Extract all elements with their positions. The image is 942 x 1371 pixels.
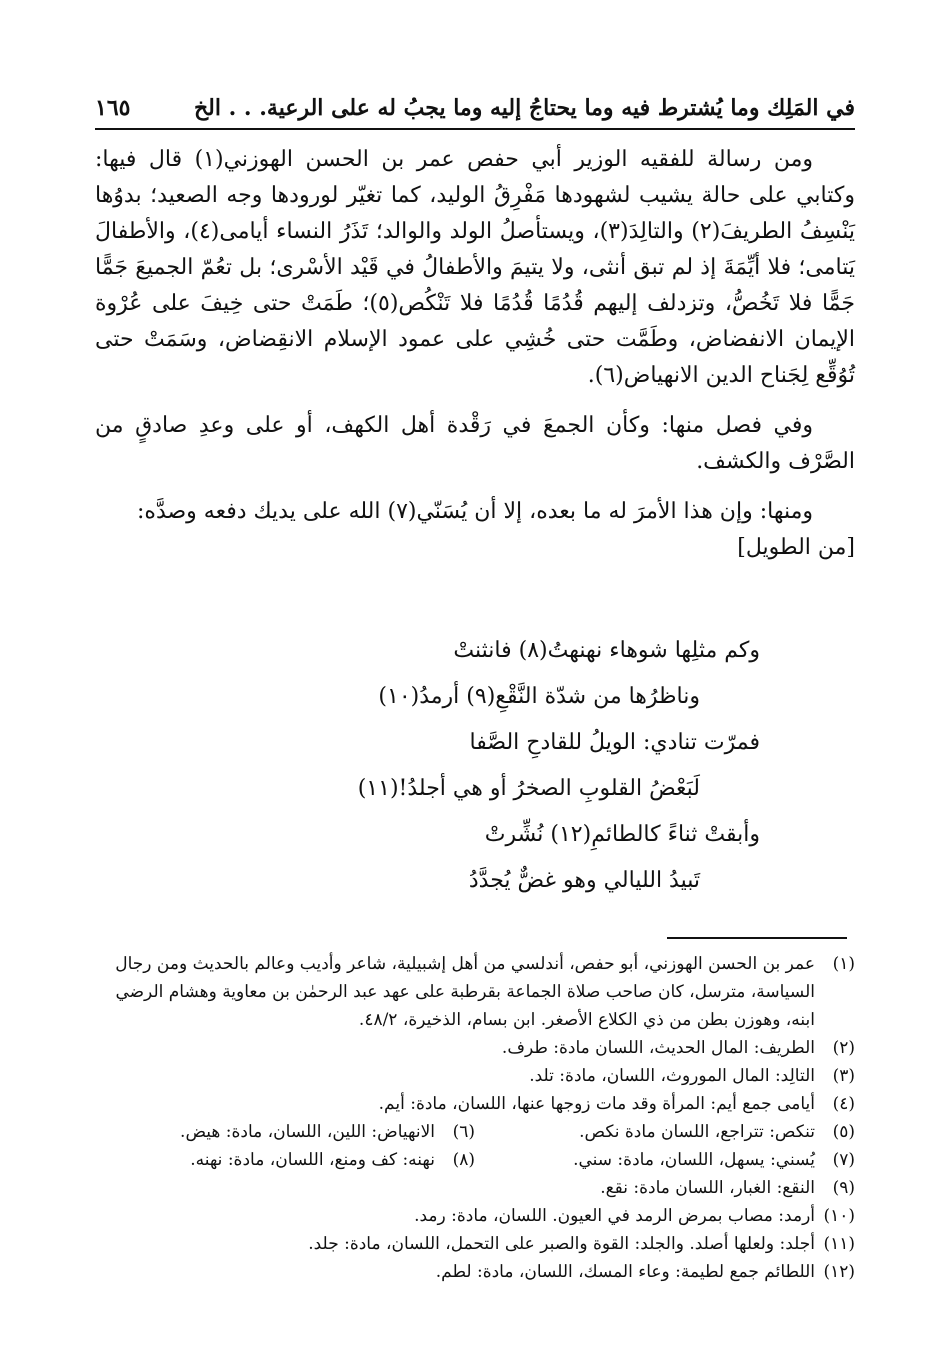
footnote-number: (٢)	[832, 1038, 855, 1058]
footnote-text: الطريف: المال الحديث، اللسان مادة: طرف.	[501, 1038, 815, 1058]
footnote	[95, 1090, 855, 1118]
verse-line: وأبقتْ ثناءً كالطائمِ(١٢) نُشِّرتْ	[484, 822, 760, 847]
footnote-separator	[667, 937, 847, 939]
footnote-text: النقع: الغبار، اللسان مادة: نقع.	[600, 1178, 815, 1198]
footnote	[95, 1202, 855, 1230]
footnote-text: اللطائم جمع لطيمة: وعاء المسك، اللسان، مادة: لطم.	[435, 1262, 815, 1282]
footnote-text: نهنه: كف ومنع، اللسان، مادة: نهنه.	[190, 1150, 435, 1170]
page-number: ١٦٥	[95, 95, 131, 121]
footnote	[95, 950, 855, 1034]
poem-meter: [من الطويل]	[737, 535, 855, 560]
footnote-number: (١)	[832, 954, 855, 974]
footnote-number: (٦)	[452, 1122, 475, 1142]
paragraph-2: وفي فصل منها: وكأن الجمعَ في رَقْدة أهل الكهف، أو على وعدِ صادقٍ من الصَّرْف والكشف.	[95, 413, 855, 474]
footnote-number: (٧)	[832, 1150, 855, 1170]
main-text	[95, 142, 855, 580]
footnote	[95, 1034, 855, 1062]
footnote-number: (١٠)	[823, 1206, 855, 1226]
paragraph-3-text: ومنها: وإن هذا الأمرَ له ما بعده، إلا أن يُسَنّي(٧) الله على يديك دفعه وصدَّه:	[137, 499, 813, 524]
running-header	[95, 88, 855, 130]
footnote-text: يُسني: يسهل، اللسان، مادة: سني.	[573, 1150, 815, 1170]
footnote-number: (٣)	[832, 1066, 855, 1086]
footnote	[95, 1146, 475, 1174]
footnotes	[95, 950, 855, 1286]
footnote	[95, 1258, 855, 1286]
footnote	[475, 1118, 855, 1146]
footnote-number: (٨)	[452, 1150, 475, 1170]
footnote-text: أيامى جمع أيم: المرأة وقد مات زوجها عنها، اللسان، مادة: أيم.	[378, 1094, 815, 1114]
footnote-text: عمر بن الحسن الهوزني، أبو حفص، أندلسي من أهل إشبيلية، شاعر وأديب وعالم بالحديث ومن رجال السياسة، مترسل، كان صاحب صلاة الجماعة بقرطبة على عهد عبد الرحمٰن بن معاوية وهشام الرضي ابنه، وهوزن بطن من ذي الكلاع الأصغر. ابن بسام، الذخيرة، ٤٨/٢.	[115, 954, 815, 1030]
verse-line: وناظرُها من شدّة النَّقْعِ(٩) أرمدُ(١٠)	[378, 684, 700, 709]
footnote-text: أرمد: مصاب بمرض الرمد في العيون. اللسان، مادة: رمد.	[414, 1206, 815, 1226]
verse-line: تَبيدُ الليالي وهو غضٌّ يُجدَّدُ	[468, 868, 700, 893]
footnote-text: تنكص: تتراجع، اللسان مادة نكص.	[579, 1122, 815, 1142]
footnote-number: (١١)	[823, 1234, 855, 1254]
footnote-number: (٤)	[832, 1094, 855, 1114]
footnote	[475, 1146, 855, 1174]
footnote-text: أجلد: ولعلها أصلد. والجلد: القوة والصبر على التحمل، اللسان، مادة: جلد.	[308, 1234, 815, 1254]
footnote-text: التالِد: المال الموروث، اللسان، مادة: تلد.	[529, 1066, 815, 1086]
footnote-text: الانهياض: اللين، اللسان، مادة: هيض.	[180, 1122, 435, 1142]
chapter-title: في المَلِك وما يُشترط فيه وما يحتاجُ إليه وما يجبُ له على الرعية. . . الخ	[193, 95, 855, 121]
verse-line: وكم مثلِها شوهاء نهنهتُ(٨) فانثنتْ	[453, 638, 760, 663]
footnote	[95, 1174, 855, 1202]
footnote-number: (١٢)	[823, 1262, 855, 1282]
footnote	[95, 1062, 855, 1090]
footnote-pair	[95, 1118, 855, 1146]
footnote-pair	[95, 1146, 855, 1174]
footnote-number: (٥)	[832, 1122, 855, 1142]
poem	[140, 628, 760, 904]
paragraph-3	[95, 494, 855, 566]
footnote	[95, 1230, 855, 1258]
verse-line: لَبَعْضُ القلوبِ الصخرُ أو هي أجلدُ!(١١)	[357, 776, 700, 801]
footnote-number: (٩)	[832, 1178, 855, 1198]
paragraph-1: ومن رسالة للفقيه الوزير أبي حفص عمر بن الحسن الهوزني(١) قال فيها: وكتابي على حالة يشيب لشهودها مَفْرِقُ الوليد، كما تغيّر لورودها وجه الصعيد؛ بدوُها يَنْسِفُ الطريفَ(٢) والتالِدَ(٣)، ويستأصلُ الولد والوالد؛ تَذَرُ النساء أيامى(٤)، والأطفالَ يَتامى؛ فلا أيِّمَةَ إذ لم تبق أنثى، ولا يتيمَ والأطفالُ في قَيْد الأسْرى؛ بل تعُمّ الجميعَ جَمًّا جَمًّا فلا تَخُصُّ، وتزدلف إليهم قُدُمًا قُدُمًا فلا تَنْكُص(٥)؛ طَمَتْ حتى خِيفَ على عُرْوة الإيمان الانفضاض، وطَمَّت حتى خُشِي على عمود الإسلام الانقِضاض، وسَمَتْ حتى تُوُقِّع لِجَناح الدين الانهياض(٦).	[95, 147, 856, 388]
verse-line: فمرّت تنادي: الويلُ للقادحِ الصَّفا	[469, 730, 760, 755]
footnote	[95, 1118, 475, 1146]
